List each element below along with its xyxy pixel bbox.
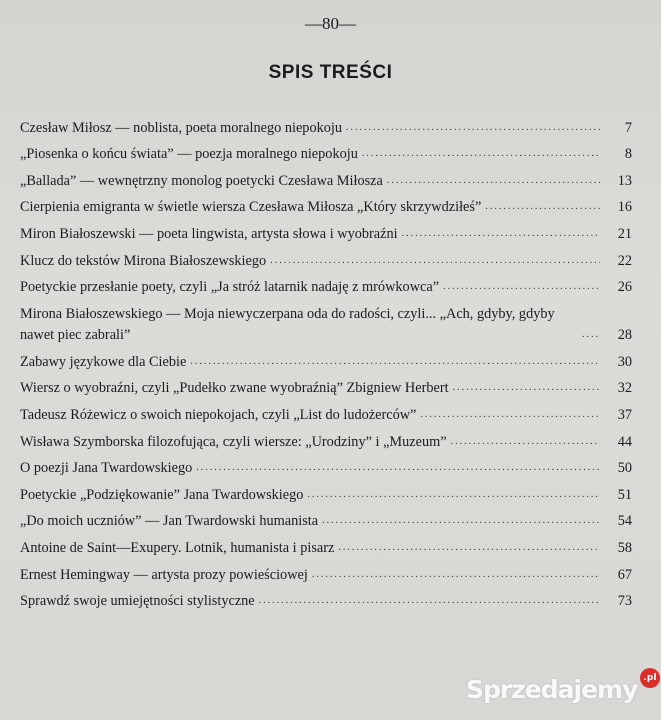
leader-dots xyxy=(322,515,600,527)
toc-entry-page: 28 xyxy=(617,327,632,344)
watermark-logo: Sprzedajemy xyxy=(466,675,638,704)
toc-entry-title: „Piosenka o końcu świata” — poezja moralnego niepokoju xyxy=(20,146,358,163)
toc-entry-title: Zabawy językowe dla Ciebie xyxy=(20,353,187,370)
toc-entry-page: 67 xyxy=(617,566,632,583)
page-number: —80— xyxy=(305,14,356,33)
leader-dots xyxy=(387,175,600,187)
leader-dots xyxy=(362,148,600,160)
toc-entry-title: Antoine de Saint—Exupery. Lotnik, humanista i pisarz xyxy=(20,539,335,556)
toc-entry-page: 13 xyxy=(617,172,632,189)
leader-dots xyxy=(582,329,600,341)
watermark-badge: .pl xyxy=(640,668,660,688)
toc-entry-title: „Ballada” — wewnętrzny monolog poetycki Czesława Miłosza xyxy=(20,172,383,189)
toc-entry-title: Poetyckie „Podziękowanie” Jana Twardowskiego xyxy=(20,486,304,503)
toc-entry-title: Mirona Białoszewskiego — Moja niewyczerpana oda do radości, czyli... „Ach, gdyby, gdyby nawet piec zabrali” xyxy=(20,306,555,344)
toc-entry xyxy=(20,165,632,192)
toc-entry xyxy=(20,112,632,139)
toc-entry-page: 8 xyxy=(624,146,632,163)
toc-entry-title: Tadeusz Różewicz o swoich niepokojach, czyli „List do ludożerców” xyxy=(20,406,417,423)
leader-dots xyxy=(420,409,600,421)
toc-entry-title: „Do moich uczniów” — Jan Twardowski humanista xyxy=(20,513,319,530)
toc-entry xyxy=(20,139,632,166)
leader-dots xyxy=(307,489,600,501)
toc-entry-title: O poezji Jana Twardowskiego xyxy=(20,460,193,477)
toc-entry-title: Sprawdź swoje umiejętności stylistyczne xyxy=(20,593,255,610)
toc-entry-title: Cierpienia emigranta w świetle wiersza Czesława Miłosza „Który skrzywdziłeś” xyxy=(20,199,482,216)
toc-entry-title: Wiersz o wyobraźni, czyli „Pudełko zwane wyobraźnią” Zbigniew Herbert xyxy=(20,380,449,397)
toc-entry-page: 51 xyxy=(617,486,632,503)
leader-dots xyxy=(485,201,600,213)
toc-entry-page: 26 xyxy=(617,279,632,296)
toc-entry-title: Miron Białoszewski — poeta lingwista, artysta słowa i wyobraźni xyxy=(20,225,398,242)
leader-dots xyxy=(402,228,600,240)
toc-entry xyxy=(20,298,632,346)
table-of-contents xyxy=(20,112,632,612)
toc-entry-page: 7 xyxy=(624,119,632,136)
toc-entry xyxy=(20,453,632,480)
leader-dots xyxy=(443,281,600,293)
toc-entry-page: 32 xyxy=(617,380,632,397)
toc-entry xyxy=(20,346,632,373)
toc-entry-title: Czesław Miłosz — noblista, poeta moralnego niepokoju xyxy=(20,119,343,136)
toc-entry-page: 50 xyxy=(617,460,632,477)
toc-entry-page: 22 xyxy=(617,252,632,269)
toc-entry xyxy=(20,506,632,533)
toc-entry xyxy=(20,272,632,299)
page-title: SPIS TREŚCI xyxy=(268,62,393,83)
toc-entry-page: 37 xyxy=(617,406,632,423)
toc-entry-page: 54 xyxy=(617,513,632,530)
toc-entry xyxy=(20,192,632,219)
toc-entry xyxy=(20,586,632,613)
toc-entry xyxy=(20,373,632,400)
toc-entry-title: Ernest Hemingway — artysta prozy powieściowej xyxy=(20,566,308,583)
leader-dots xyxy=(190,356,600,368)
toc-entry-page: 73 xyxy=(617,593,632,610)
toc-entry xyxy=(20,245,632,272)
toc-entry xyxy=(20,559,632,586)
leader-dots xyxy=(312,569,600,581)
toc-entry-title: Klucz do tekstów Mirona Białoszewskiego xyxy=(20,252,267,269)
toc-entry-page: 30 xyxy=(617,353,632,370)
leader-dots xyxy=(338,542,600,554)
toc-entry-title: Poetyckie przesłanie poety, czyli „Ja stróż latarnik nadaję z mrówkowca” xyxy=(20,279,440,296)
leader-dots xyxy=(270,255,600,267)
toc-entry xyxy=(20,426,632,453)
leader-dots xyxy=(451,436,600,448)
leader-dots xyxy=(346,122,600,134)
leader-dots xyxy=(196,462,600,474)
leader-dots xyxy=(453,382,600,394)
toc-entry xyxy=(20,218,632,245)
toc-entry-page: 21 xyxy=(617,225,632,242)
toc-entry xyxy=(20,532,632,559)
toc-entry-title: Wisława Szymborska filozofująca, czyli wiersze: „Urodziny” i „Muzeum” xyxy=(20,433,447,450)
toc-entry-page: 16 xyxy=(617,199,632,216)
toc-entry-page: 44 xyxy=(617,433,632,450)
toc-entry xyxy=(20,479,632,506)
toc-entry xyxy=(20,399,632,426)
leader-dots xyxy=(259,595,600,607)
toc-entry-page: 58 xyxy=(617,539,632,556)
